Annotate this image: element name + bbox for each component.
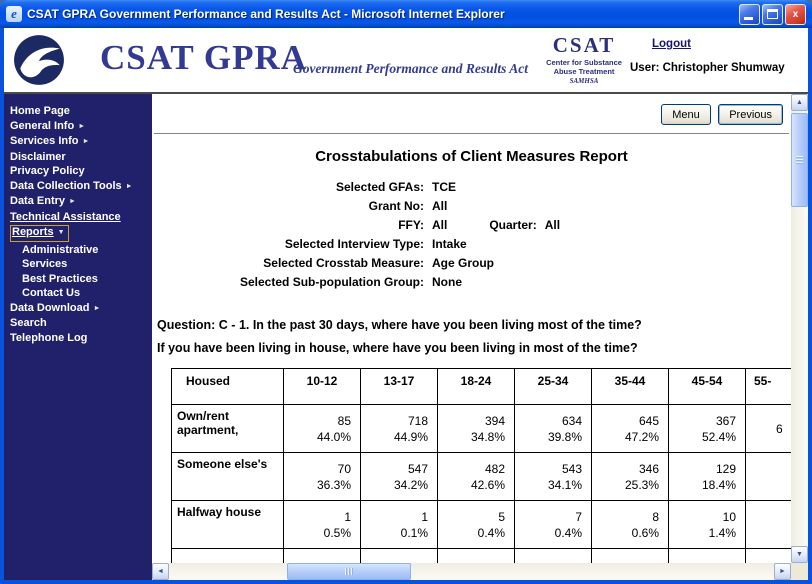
percent-value: 52.4% — [701, 429, 736, 444]
sidebar-item-contact-us[interactable] — [10, 286, 152, 301]
row-label: Halfway house — [172, 501, 284, 549]
sidebar-item-privacy-policy[interactable] — [10, 164, 152, 179]
window-frame — [4, 28, 808, 580]
count-value: 1 — [421, 509, 428, 524]
submenu-arrow-icon: ► — [69, 198, 76, 205]
sidebar-item-administrative[interactable] — [10, 243, 152, 258]
value-cell — [746, 549, 792, 564]
value-cell — [361, 453, 438, 501]
sidebar-item-inner — [22, 287, 80, 300]
percent-value: 44.9% — [393, 429, 428, 444]
column-header: Housed — [172, 369, 284, 405]
column-header: 25-34 — [515, 369, 592, 405]
value-cell — [592, 501, 669, 549]
csat-logo — [541, 33, 627, 85]
ie-page-icon: e — [6, 6, 22, 22]
sidebar-item-label: Contact Us — [22, 287, 81, 299]
param-value: Age Group — [432, 256, 494, 270]
crosstab-body — [172, 405, 792, 564]
percent-value: 39.8% — [547, 429, 582, 444]
sidebar-item-technical-assistance[interactable] — [10, 210, 152, 225]
table-row — [172, 453, 792, 501]
submenu-arrow-icon: ► — [78, 122, 86, 130]
count-value: 1 — [344, 509, 351, 524]
count-value: 645 — [638, 413, 659, 428]
horizontal-scrollbar[interactable] — [152, 563, 791, 580]
percent-value: 0.4% — [477, 525, 505, 540]
percent-value: 34.8% — [470, 429, 505, 444]
scroll-right-button[interactable]: ► — [774, 563, 791, 580]
hhs-logo — [12, 33, 66, 87]
percent-value: 36.3% — [316, 477, 351, 492]
sidebar-item-best-practices[interactable] — [10, 272, 152, 287]
crosstab-table — [171, 368, 791, 563]
sidebar-item-inner — [10, 165, 85, 178]
param-label-2: Quarter: — [489, 218, 537, 232]
minimize-icon — [744, 17, 753, 20]
scroll-left-button[interactable]: ◄ — [152, 563, 169, 580]
count-value: 543 — [561, 461, 582, 476]
value-cell — [361, 405, 438, 453]
sidebar-item-label: Home Page — [10, 105, 70, 117]
sidebar-item-label: Services — [22, 258, 68, 270]
column-header: 10-12 — [284, 369, 361, 405]
maximize-icon — [767, 9, 778, 19]
vertical-scrollbar[interactable] — [791, 94, 808, 563]
sidebar-item-label: Privacy Policy — [10, 165, 85, 177]
percent-value: 0.5% — [323, 525, 351, 540]
column-header: 35-44 — [592, 369, 669, 405]
count-value: 85 — [337, 413, 351, 428]
value-cell — [669, 405, 746, 453]
table-row — [172, 405, 792, 453]
param-value: TCE — [432, 180, 456, 194]
count-value: 367 — [715, 413, 736, 428]
value-cell — [592, 453, 669, 501]
submenu-arrow-icon: ► — [125, 182, 133, 190]
sidebar-item-general-info[interactable] — [10, 119, 152, 135]
sidebar-item-label: Disclaimer — [10, 150, 66, 163]
csat-logo-line3: SAMHSA — [569, 77, 599, 85]
count-value: 394 — [484, 413, 505, 428]
question-line-2: If you have been living in house, where have you been living in most of the time? — [157, 341, 638, 355]
column-header: 45-54 — [669, 369, 746, 405]
scroll-up-button[interactable]: ▲ — [791, 94, 808, 111]
user-label: User: Christopher Shumway — [630, 62, 785, 74]
close-button[interactable]: x — [785, 4, 806, 25]
percent-value: 0.4% — [554, 525, 582, 540]
sidebar-item-inner — [10, 332, 87, 345]
minimize-button[interactable] — [739, 4, 760, 25]
value-cell — [361, 549, 438, 564]
value-cell — [438, 549, 515, 564]
sidebar-item-services-info[interactable] — [10, 134, 152, 150]
count-value: 7 — [575, 509, 582, 524]
param-row — [152, 254, 791, 273]
value-cell — [438, 501, 515, 549]
sidebar-item-inner — [10, 225, 69, 242]
value-cell — [438, 453, 515, 501]
sidebar-item-services[interactable] — [10, 257, 152, 272]
row-label — [172, 549, 284, 564]
count-value: 634 — [561, 413, 582, 428]
clipped-value-cell — [746, 501, 792, 549]
submenu-arrow-icon: ► — [93, 304, 101, 312]
sidebar-item-inner — [10, 180, 133, 194]
value-cell — [592, 405, 669, 453]
value-cell — [361, 501, 438, 549]
logout-link[interactable]: Logout — [652, 38, 691, 50]
sidebar-item-inner — [22, 244, 98, 257]
sidebar-item-search[interactable] — [10, 316, 152, 331]
value-cell — [515, 501, 592, 549]
sidebar-item-inner — [10, 135, 89, 149]
count-value: 482 — [484, 461, 505, 476]
value-cell — [284, 549, 361, 564]
sidebar-item-label: Telephone Log — [10, 331, 88, 344]
page-content — [152, 94, 791, 563]
param-value: None — [432, 275, 462, 289]
count-value: 5 — [498, 509, 505, 524]
count-value: 129 — [715, 461, 736, 476]
percent-value: 18.4% — [701, 477, 736, 492]
param-row — [152, 178, 791, 197]
sidebar-item-label: Data Collection Tools — [10, 179, 122, 192]
param-row — [152, 235, 791, 254]
percent-value: 42.6% — [470, 477, 505, 492]
param-value-2: All — [544, 218, 561, 232]
value-cell — [669, 549, 746, 564]
scrollbar-corner — [791, 563, 808, 580]
sidebar-item-label: Services Info — [10, 135, 79, 147]
param-value: Intake — [432, 237, 467, 251]
percent-value: 34.2% — [393, 477, 428, 492]
csat-logo-line1: Center for Substance — [546, 58, 622, 67]
brand-title: CSAT GPRA — [100, 38, 308, 77]
table-row-clipped — [172, 549, 792, 564]
percent-value: 1.4% — [708, 525, 736, 540]
csat-logo-line2: Abuse Treatment — [553, 67, 615, 76]
clipped-value-cell — [746, 453, 792, 501]
sidebar-item-inner — [10, 302, 100, 316]
value-cell — [515, 453, 592, 501]
param-label: Grant No: — [368, 199, 424, 213]
sidebar-item-label: Best Practices — [22, 272, 98, 285]
percent-value: 25.3% — [624, 477, 659, 492]
body-area — [4, 94, 808, 580]
csat-logo-title: CSAT — [552, 33, 616, 57]
sidebar-item-inner — [10, 195, 76, 209]
sidebar-item-inner — [10, 317, 47, 330]
param-value: All — [432, 218, 448, 232]
vertical-scroll-thumb[interactable] — [791, 113, 808, 207]
question-line-1: Question: C - 1. In the past 30 days, where have you been living most of the time? — [157, 318, 642, 332]
percent-value: 47.2% — [624, 429, 659, 444]
count-value: 547 — [407, 461, 428, 476]
row-label: Own/rent apartment, — [172, 405, 284, 453]
param-label: Selected Interview Type: — [284, 237, 424, 251]
content-divider — [154, 133, 789, 135]
sidebar-item-home-page[interactable] — [10, 104, 152, 119]
param-row — [152, 273, 791, 292]
count-value: 346 — [638, 461, 659, 476]
param-label: Selected Sub-population Group: — [240, 275, 424, 289]
main-area — [152, 94, 808, 580]
sidebar-item-disclaimer[interactable] — [10, 150, 152, 165]
table-row — [172, 501, 792, 549]
value-cell — [284, 453, 361, 501]
count-value: 6 — [776, 421, 783, 436]
percent-value: 34.1% — [547, 477, 582, 492]
sidebar-item-label: Data Entry — [10, 195, 66, 207]
param-label: FFY: — [398, 218, 424, 232]
site-header — [4, 28, 808, 94]
value-cell — [669, 501, 746, 549]
menu-button[interactable]: Menu — [661, 104, 711, 125]
sidebar-item-inner — [10, 105, 70, 118]
crosstab-header-row — [172, 369, 792, 405]
param-row — [152, 216, 791, 235]
value-cell — [592, 549, 669, 564]
window-controls — [739, 4, 806, 25]
maximize-button[interactable] — [762, 4, 783, 25]
sidebar-item-data-download[interactable] — [10, 301, 152, 317]
sidebar-item-telephone-log[interactable] — [10, 331, 152, 346]
sidebar-item-reports[interactable] — [10, 224, 152, 243]
horizontal-scroll-thumb[interactable] — [287, 563, 411, 580]
percent-value: 0.6% — [631, 525, 659, 540]
previous-button[interactable]: Previous — [718, 104, 783, 125]
count-value: 8 — [652, 509, 659, 524]
submenu-arrow-icon: ▼ — [57, 229, 65, 236]
count-value: 10 — [722, 509, 736, 524]
column-header: 55- — [746, 369, 792, 405]
column-header: 18-24 — [438, 369, 515, 405]
sidebar-item-label: Technical Assistance — [10, 210, 121, 223]
sidebar-item-label: Data Download — [10, 301, 90, 314]
sidebar-item-label: General Info — [10, 119, 75, 132]
value-cell — [284, 405, 361, 453]
value-cell — [515, 405, 592, 453]
sidebar-item-inner — [22, 273, 98, 286]
param-value: All — [432, 199, 448, 213]
sidebar-item-label: Reports — [12, 226, 54, 238]
scroll-down-button[interactable]: ▼ — [791, 546, 808, 563]
sidebar-item-data-entry[interactable] — [10, 194, 152, 210]
button-row — [152, 94, 791, 125]
row-label: Someone else's — [172, 453, 284, 501]
param-row — [152, 197, 791, 216]
sidebar-item-inner — [22, 258, 67, 271]
count-value: 718 — [407, 413, 428, 428]
param-label: Selected GFAs: — [335, 180, 424, 194]
value-cell — [669, 453, 746, 501]
report-title: Crosstabulations of Client Measures Report — [315, 148, 628, 165]
sidebar-item-inner — [10, 211, 121, 224]
brand-subtitle: Government Performance and Results Act — [293, 61, 528, 76]
percent-value: 44.0% — [316, 429, 351, 444]
param-label: Selected Crosstab Measure: — [263, 256, 424, 270]
column-header: 13-17 — [361, 369, 438, 405]
sidebar-menu — [4, 94, 152, 580]
window-titlebar[interactable] — [0, 0, 812, 28]
window-title: CSAT GPRA Government Performance and Results Act - Microsoft Internet Explorer — [27, 7, 505, 21]
clipped-value-cell — [746, 405, 792, 453]
count-value: 70 — [337, 461, 351, 476]
value-cell — [438, 405, 515, 453]
sidebar-item-label: Search — [10, 317, 47, 329]
sidebar-item-data-collection-tools[interactable] — [10, 179, 152, 195]
sidebar-item-label: Administrative — [22, 243, 99, 256]
report-parameters — [152, 178, 791, 292]
value-cell — [284, 501, 361, 549]
sidebar-item-inner — [10, 120, 85, 134]
percent-value: 0.1% — [400, 525, 428, 540]
value-cell — [515, 549, 592, 564]
header-user-block — [630, 34, 802, 74]
submenu-arrow-icon: ► — [82, 138, 90, 145]
sidebar-item-inner — [10, 151, 66, 164]
